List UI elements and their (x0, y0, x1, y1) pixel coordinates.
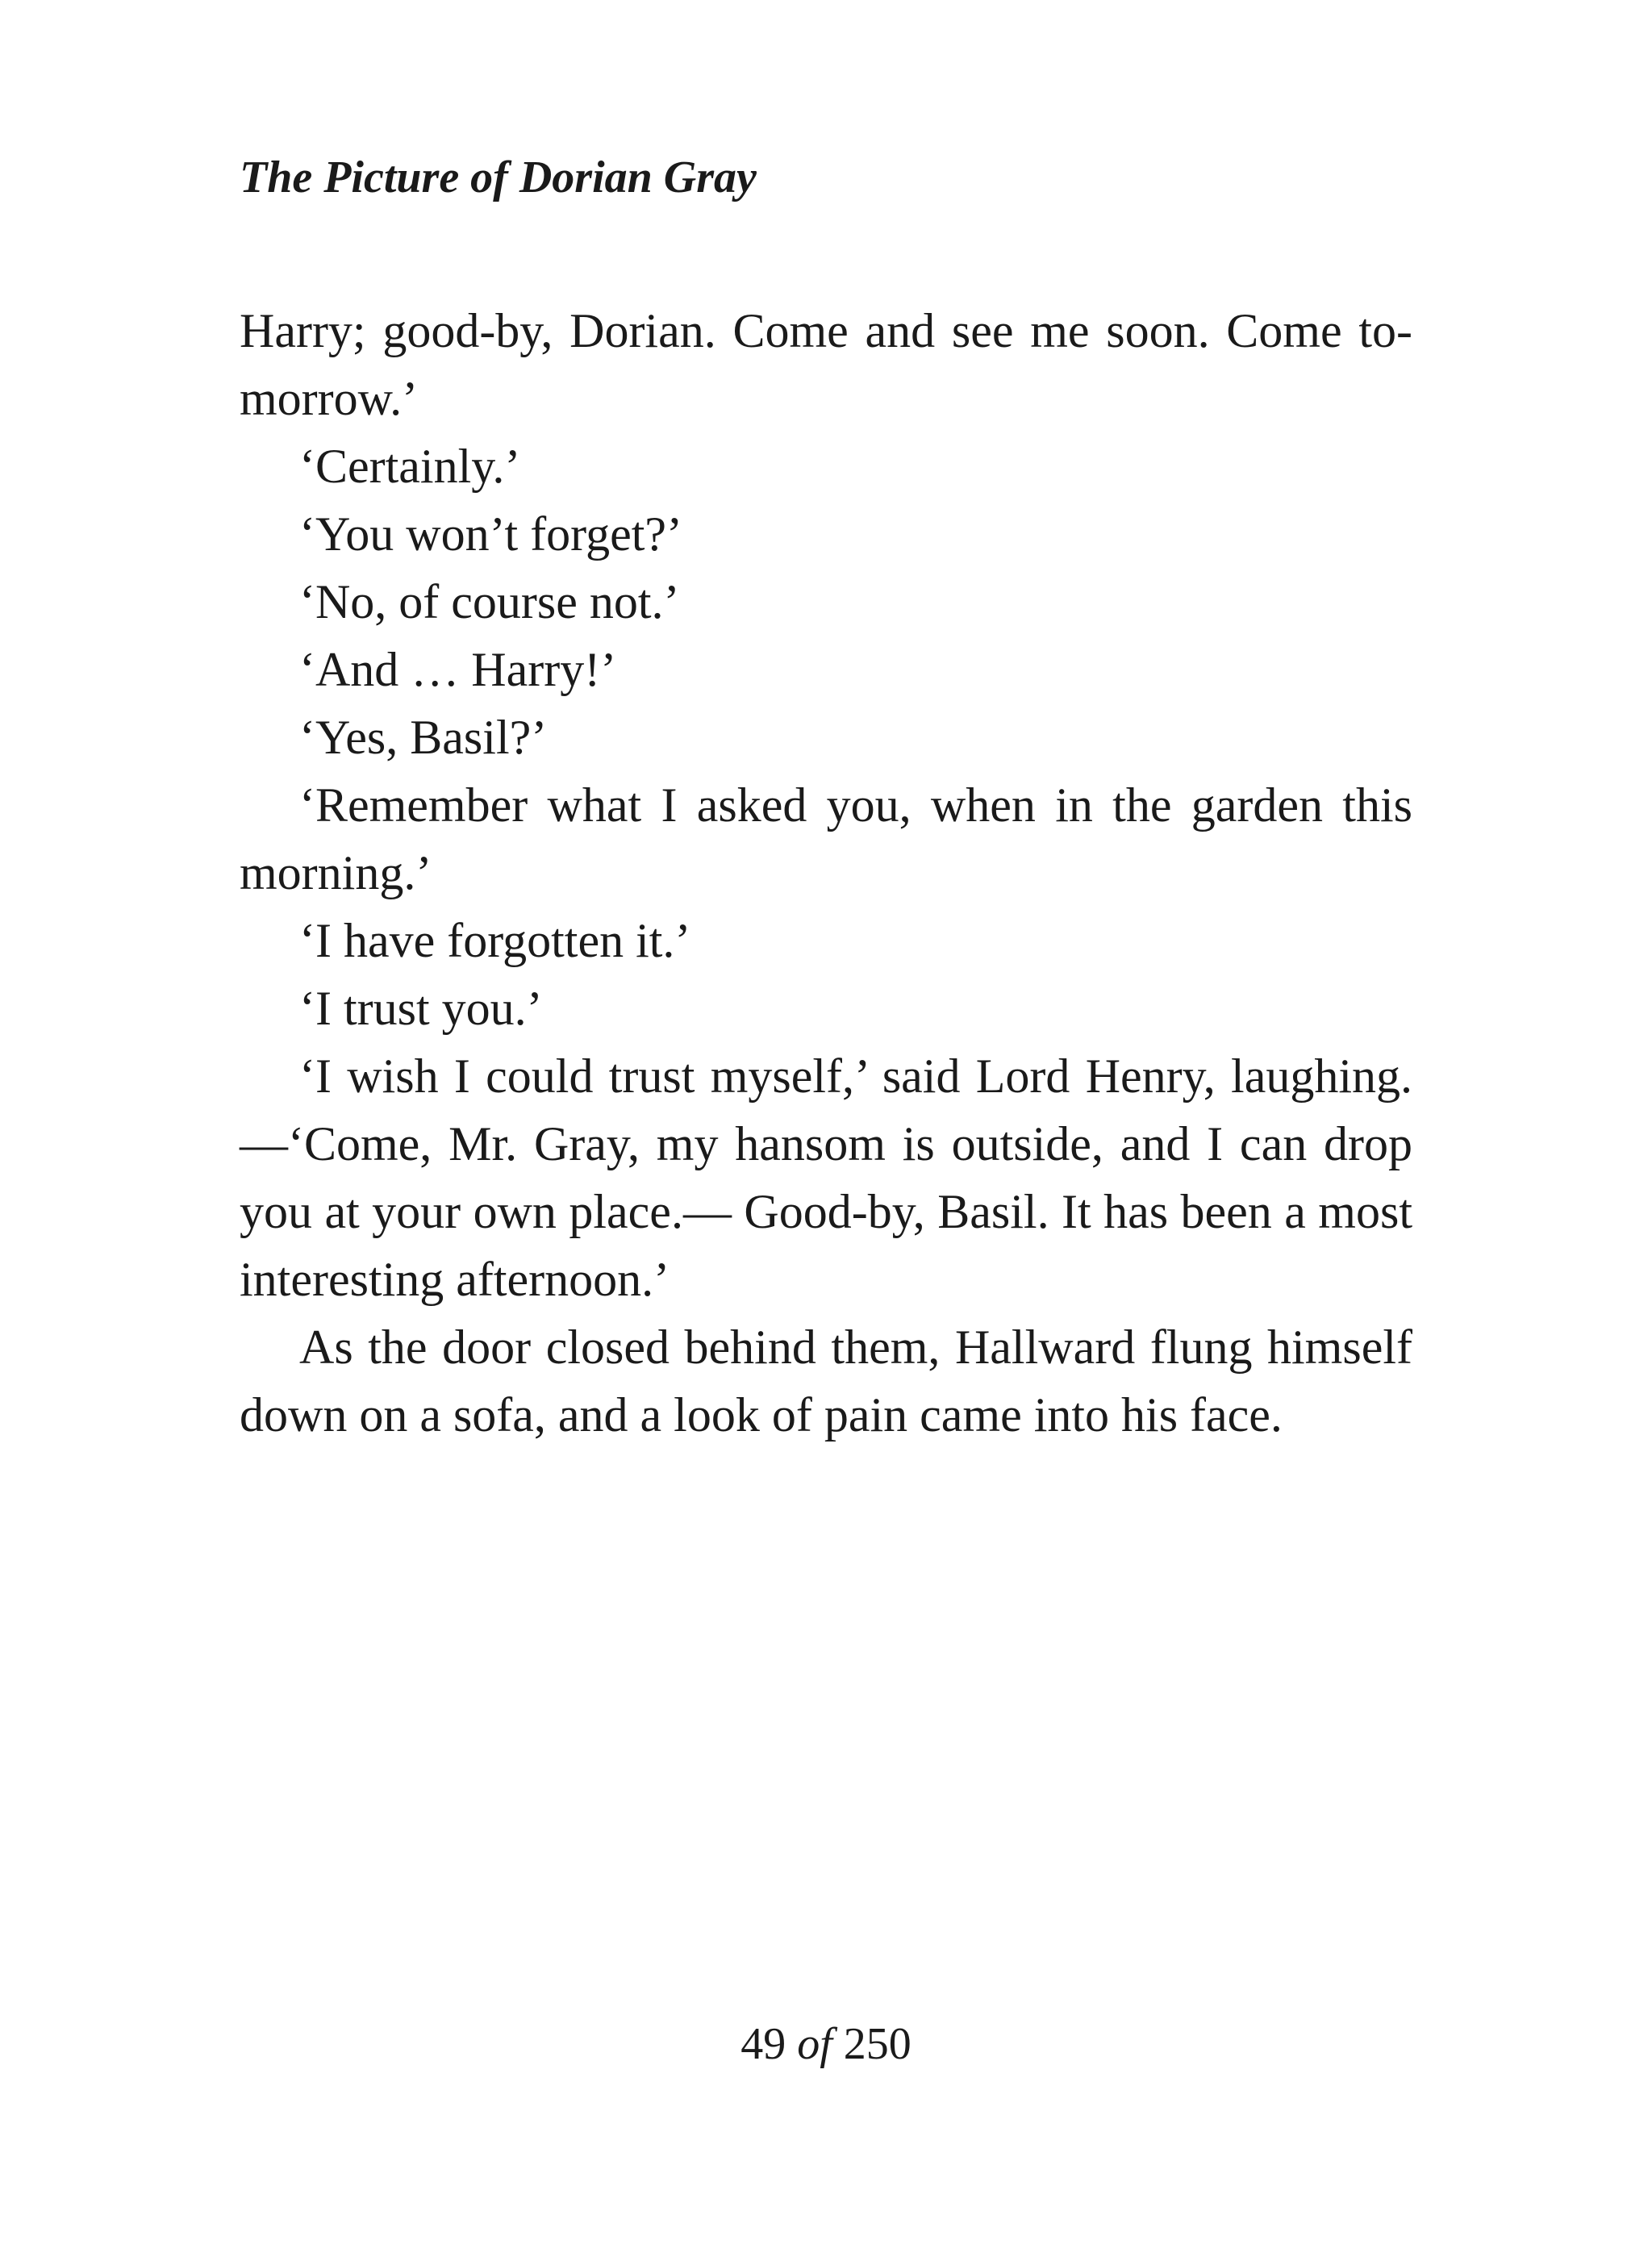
page-number (0, 2012, 1652, 2076)
paragraph: ‘Remember what I asked you, when in the garden this morning.’ (240, 778, 1412, 899)
paragraph: ‘You won’t forget?’ (299, 507, 682, 561)
page-body-text (240, 297, 1412, 1449)
page-of-word: of (797, 2019, 832, 2069)
paragraph: ‘I have forgotten it.’ (299, 914, 691, 967)
total-page-count: 250 (843, 2019, 912, 2069)
paragraph: ‘No, of course not.’ (299, 575, 680, 628)
paragraph: ‘Yes, Basil?’ (299, 711, 548, 764)
paragraph-continued: Harry; good-by, Dorian. Come and see me soon. Come to-morrow.’ (240, 304, 1412, 425)
paragraph: As the door closed behind them, Hallward flung himself down on a sofa, and a look of pain came into his face. (240, 1321, 1412, 1442)
paragraph: ‘Certainly.’ (299, 440, 521, 493)
paragraph: ‘And … Harry!’ (299, 643, 617, 696)
paragraph: ‘I wish I could trust myself,’ said Lord Henry, laughing.—‘Come, Mr. Gray, my hansom is outside, and I can drop you at your own place.— Good-by, Basil. It has been a most interesting afternoon.’ (240, 1049, 1412, 1306)
paragraph: ‘I trust you.’ (299, 982, 543, 1035)
running-header-title: The Picture of Dorian Gray (240, 152, 757, 202)
current-page-number: 49 (740, 2019, 786, 2069)
